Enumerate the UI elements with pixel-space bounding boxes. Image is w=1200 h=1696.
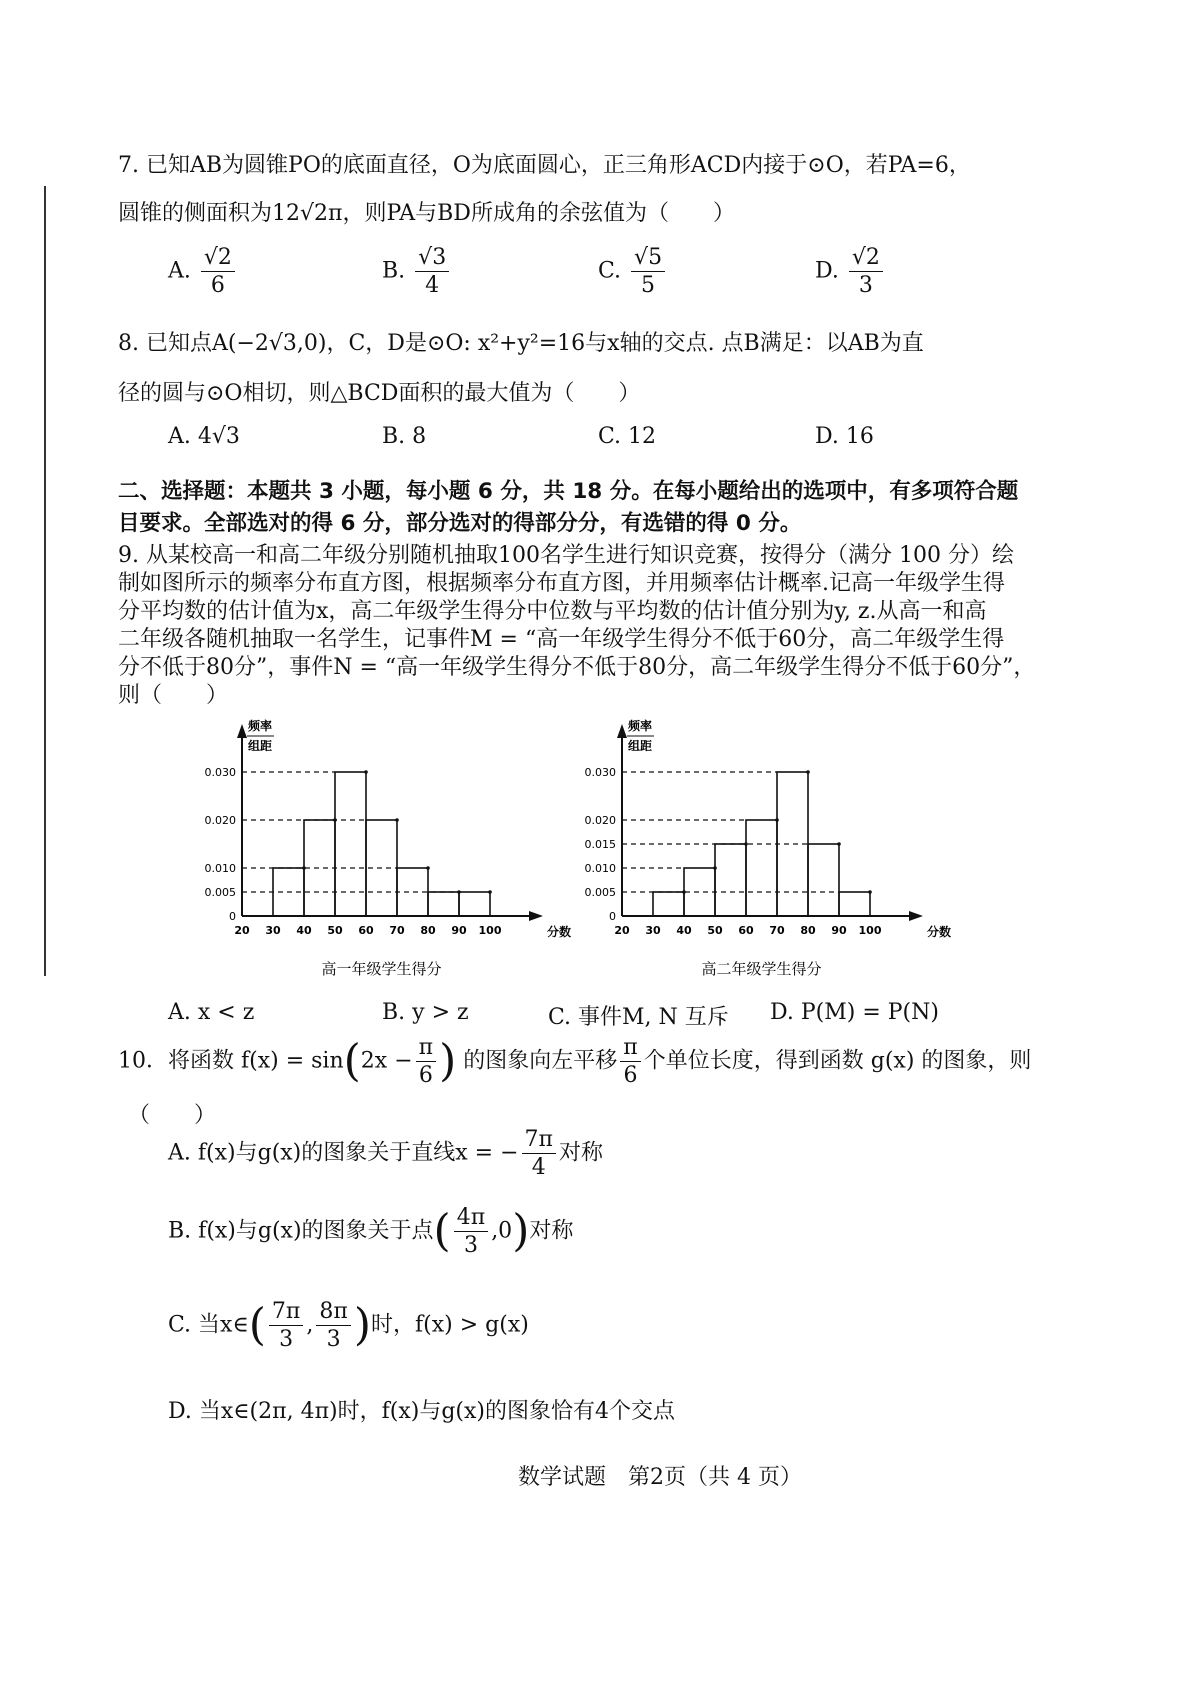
fraction-denominator: 3 [858,273,873,299]
histogram-bar [839,892,870,916]
histogram-bar [715,844,746,916]
bar-corner-dot [868,890,872,894]
y-tick-label: 0.020 [584,814,616,827]
x-axis-arrow-icon [529,911,543,921]
q7-line1: 7. 已知AB为圆锥PO的底面直径，O为底面圆心，正三角形ACD内接于⊙O，若PA=6， [118,153,971,178]
option-label: D. [168,1399,192,1424]
histogram-bar [428,892,459,916]
q10-stem-prefix: 10．将函数 f(x) = sin [118,1048,344,1074]
histogram-grade11 [570,706,952,996]
fraction-numerator: √3 [415,246,449,272]
option-text: 当x∈ [198,1312,249,1338]
fraction-denominator: 3 [463,1233,478,1259]
y-tick-label: 0.005 [584,886,616,899]
histogram-bar [808,844,839,916]
histogram-bar [653,892,684,916]
x-tick-label: 90 [451,924,467,937]
q7-option-a[interactable] [168,246,238,297]
y-tick-label: 0.015 [584,838,616,851]
y-tick-label: 0.030 [584,766,616,779]
y-tick-label: 0 [229,910,236,923]
y-axis-label-top: 频率 [628,719,653,733]
fraction-numerator: π [620,1036,640,1062]
histogram-grade10 [190,706,572,996]
q10-paren: （ ） [128,1103,217,1128]
q9-option-d[interactable]: D. P(M) = P(N) [770,1000,939,1025]
fraction-denominator: 6 [210,273,225,299]
q7-option-c[interactable] [598,246,668,297]
option-label: A. [168,1140,191,1166]
x-tick-label: 20 [614,924,630,937]
x-tick-label: 100 [858,924,882,937]
q7-option-d[interactable] [815,246,886,297]
option-label: B. [168,1218,192,1244]
x-tick-label: 40 [676,924,692,937]
option-text-after: ,0 [491,1218,513,1244]
q9-line3: 分平均数的估计值为x，高二年级学生得分中位数与平均数的估计值分别为y, z.从高一和高 [118,599,987,624]
y-axis-label-bottom: 组距 [248,739,273,753]
y-tick-label: 0.030 [204,766,236,779]
option-text-end: 对称 [529,1218,574,1244]
bar-corner-dot [364,770,368,774]
x-axis-label: 分数 [547,925,572,939]
option-text-end: 对称 [559,1140,604,1166]
option-text: f(x)与g(x)的图象关于直线x = − [197,1140,519,1166]
y-axis-arrow-icon [237,724,247,738]
x-tick-label: 60 [738,924,754,937]
y-axis-label-bottom: 组距 [628,739,653,753]
q7-line2: 圆锥的侧面积为12√2π，则PA与BD所成角的余弦值为（ ） [118,201,735,226]
fraction-numerator: √5 [631,246,665,272]
x-tick-label: 60 [358,924,374,937]
x-tick-label: 70 [389,924,405,937]
bar-corner-dot [426,866,430,870]
histogram-bar [459,892,490,916]
x-tick-label: 50 [327,924,343,937]
option-label: C. [168,1312,192,1338]
histogram-bar [746,820,777,916]
x-axis-label: 分数 [927,925,952,939]
q10-stem-mid: 的图象向左平移 [463,1048,618,1074]
q8-option-a[interactable]: A. 4√3 [168,424,240,449]
q10-option-b[interactable]: B. f(x)与g(x)的图象关于点( $\frac{4\pi}{3}$ ,0)对称 [168,1205,574,1259]
q10-option-d[interactable] [168,1394,675,1425]
fraction-denominator: 4 [425,273,440,299]
y-tick-label: 0.005 [204,886,236,899]
fraction-denominator: 3 [279,1327,294,1353]
fraction-numerator: √2 [201,246,235,272]
fraction-numerator: 7π [522,1128,556,1154]
x-tick-label: 80 [420,924,436,937]
option-text: 当x∈(2π, 4π)时，f(x)与g(x)的图象恰有4个交点 [198,1399,675,1424]
option-label: D. [815,258,839,284]
fraction-numerator: 4π [454,1206,488,1232]
q10-stem-inner: 2x − [360,1048,413,1074]
fraction-denominator: 6 [418,1063,433,1089]
option-text: f(x)与g(x)的图象关于点 [198,1218,434,1244]
option-text-end: 时，f(x) > g(x) [371,1312,529,1338]
page-footer: 数学试题 第2页（共 4 页） [518,1465,802,1490]
q9-option-a[interactable]: A. x < z [168,1000,255,1025]
option-label: C. [598,258,622,284]
x-tick-label: 30 [645,924,661,937]
x-tick-label: 90 [831,924,847,937]
option-label: A. [168,258,191,284]
q8-option-b[interactable]: B. 8 [382,424,427,449]
fraction-numerator: 8π [316,1300,350,1326]
bar-corner-dot [837,842,841,846]
fraction-denominator: 5 [641,273,656,299]
bar-corner-dot [806,770,810,774]
bar-corner-dot [488,890,492,894]
q9-line1: 9. 从某校高一和高二年级分别随机抽取100名学生进行知识竞赛，按得分（满分 100 分）绘 [118,543,1014,568]
bar-corner-dot [395,818,399,822]
x-tick-label: 50 [707,924,723,937]
fraction-denominator: 3 [326,1327,341,1353]
q9-line6: 则（ ） [118,683,229,708]
q9-option-b[interactable]: B. y > z [382,1000,469,1025]
q9-option-c[interactable]: C. 事件M, N 互斥 [548,1005,729,1030]
section2-line2: 目要求。全部选对的得 6 分，部分选对的得部分分，有选错的得 0 分。 [118,511,802,536]
x-tick-label: 100 [478,924,502,937]
q10-option-c[interactable]: C. 当x∈( $\frac{7\pi}{3}$ , $\frac{8\pi}{3}$ )时，f(x) > g(x) [168,1299,529,1353]
q8-option-c[interactable]: C. 12 [598,424,657,449]
chart-title: 高二年级学生得分 [701,960,822,978]
histogram-bar [335,772,366,916]
fraction-numerator: √2 [849,246,883,272]
q8-line1: 8. 已知点A(−2√3,0)，C，D是⊙O: x²+y²=16与x轴的交点. 点B满足：以AB为直 [118,331,924,356]
q8-option-d[interactable]: D. 16 [815,424,874,449]
y-tick-label: 0 [609,910,616,923]
x-tick-label: 20 [234,924,250,937]
y-axis-arrow-icon [617,724,627,738]
x-tick-label: 70 [769,924,785,937]
option-label: B. [382,258,406,284]
q7-option-b[interactable] [382,246,452,297]
q9-line2: 制如图所示的频率分布直方图，根据频率分布直方图，并用频率估计概率.记高一年级学生得 [118,571,1005,596]
q9-line5: 分不低于80分”，事件N = “高一年级学生得分不低于80分，高二年级学生得分不低于60分”， [118,655,1036,680]
fraction-numerator: 7π [269,1300,303,1326]
q8-line2: 径的圆与⊙O相切，则△BCD面积的最大值为（ ） [118,381,641,406]
fraction-denominator: 4 [531,1155,546,1181]
section2-line1: 二、选择题：本题共 3 小题，每小题 6 分，共 18 分。在每小题给出的选项中，有多项符合题 [118,479,1019,504]
y-tick-label: 0.020 [204,814,236,827]
x-tick-label: 30 [265,924,281,937]
fraction-denominator: 6 [623,1063,638,1089]
y-tick-label: 0.010 [204,862,236,875]
q9-line4: 二年级各随机抽取一名学生，记事件M = “高一年级学生得分不低于60分，高二年级学生得 [118,627,1005,652]
y-tick-label: 0.010 [584,862,616,875]
q10-stem: 10．将函数 f(x) = sin(2x − $\frac{\pi}{6}$ ) 的图象向左平移 $\frac{\pi}{6}$ 个单位长度，得到函数 g(x) 的图象，则 [118,1035,1032,1089]
x-axis-arrow-icon [909,911,923,921]
fraction-numerator: π [416,1036,436,1062]
x-tick-label: 80 [800,924,816,937]
y-axis-label-top: 频率 [248,719,273,733]
x-tick-label: 40 [296,924,312,937]
margin-line [44,186,46,976]
chart-title: 高一年级学生得分 [321,960,442,978]
q10-option-a[interactable] [168,1128,603,1179]
q10-stem-suffix: 个单位长度，得到函数 g(x) 的图象，则 [643,1048,1032,1074]
